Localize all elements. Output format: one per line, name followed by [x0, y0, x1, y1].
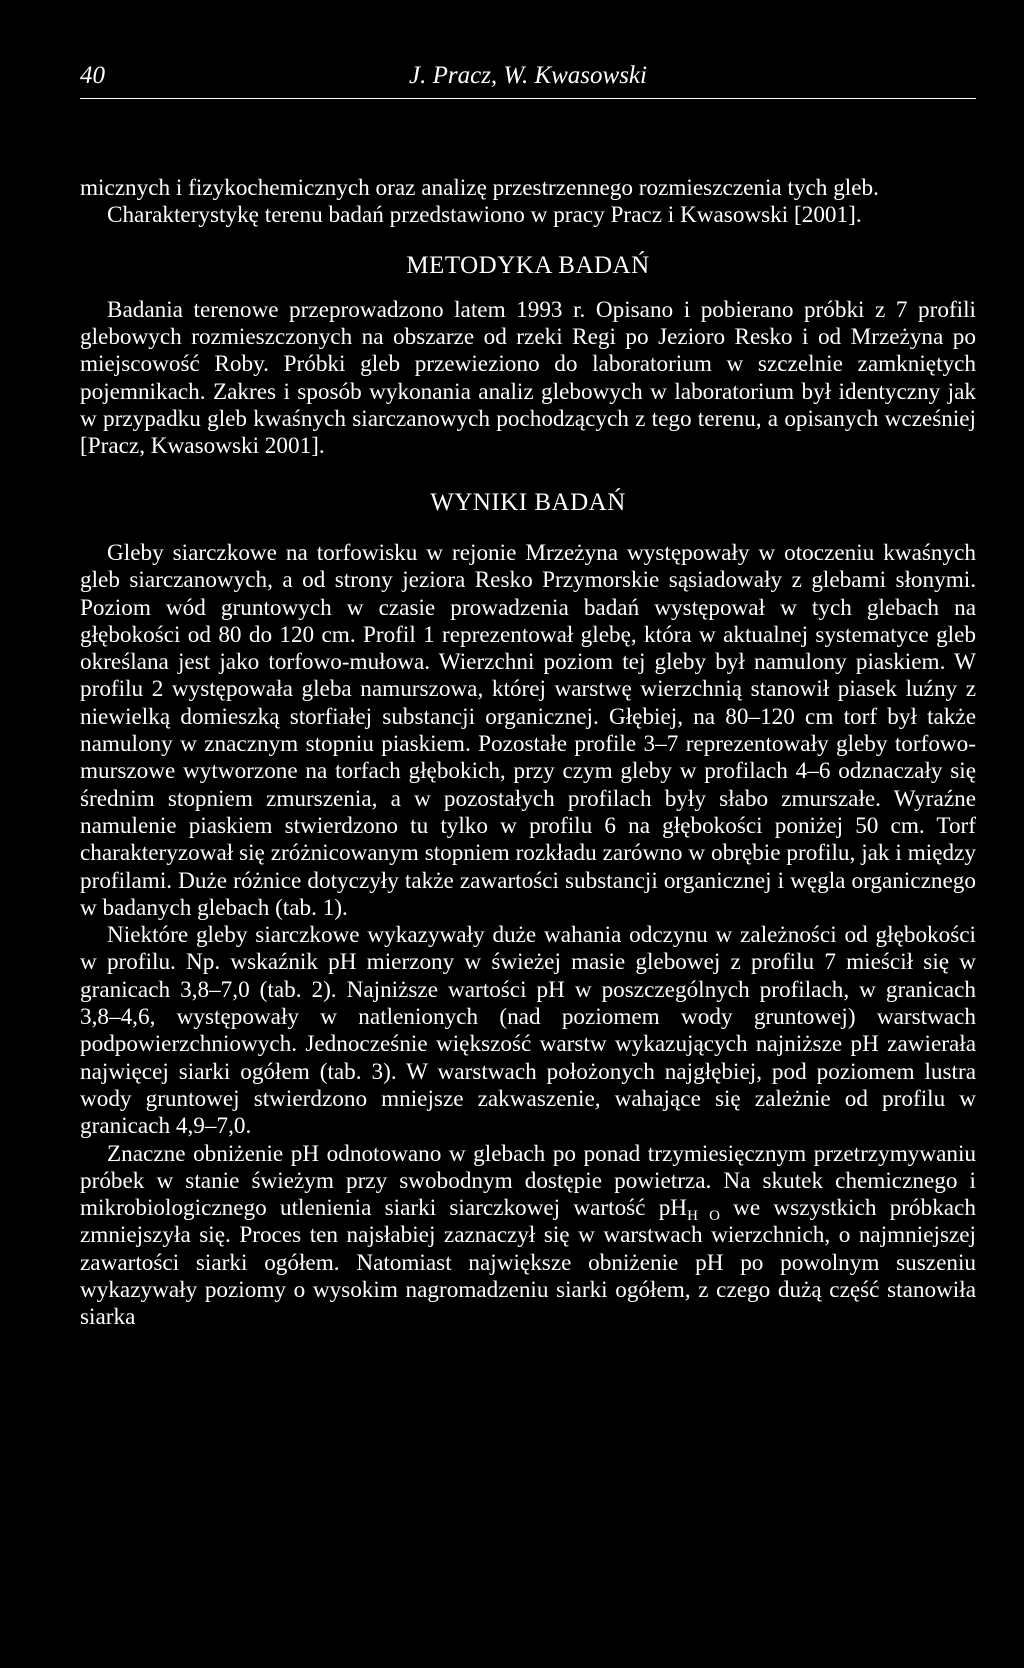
running-head-authors: J. Pracz, W. Kwasowski — [409, 62, 647, 89]
paragraph-results-3-end: we wszystkich próbkach zmniejszyła się. Proces ten najsłabiej zaznaczył się w warstwach wierzchnich, o najmniejszej zawartości siarki ogółem. Natomiast największe obniżenie pH po powolnym suszeniu wykazywały poziomy o wysokim nagromadzeniu siarki ogółem, z czego dużą część stanowiła siarka — [80, 1195, 976, 1331]
paragraph-results-3-start: Znaczne obniżenie pH odnotowano w glebach po ponad trzymiesięcznym przetrzymywaniu próbek w stanie świeżym przy swobodnym dostępie powietrza. Na skutek chemicznego i mikrobiologicznego utlenienia siarki siarczkowej wartość pH — [80, 1140, 976, 1222]
page-number: 40 — [80, 62, 105, 89]
section-heading-methods: METODYKA BADAŃ — [406, 251, 650, 279]
paragraph-results-3 — [80, 1141, 976, 1332]
article-body — [80, 175, 976, 1332]
page — [80, 60, 976, 1332]
section-heading-results: WYNIKI BADAŃ — [430, 488, 626, 516]
paragraph-intro-1: micznych i fizykochemicznych oraz analizę przestrzennego rozmieszczenia tych gleb. — [80, 175, 879, 201]
running-head — [80, 60, 976, 99]
ph-subscript: H O — [687, 1208, 720, 1225]
paragraph-intro-2: Charakterystykę terenu badań przedstawiono w pracy Pracz i Kwasowski [2001]. — [107, 202, 862, 229]
paragraph-methods-1: Badania terenowe przeprowadzono latem 1993 r. Opisano i pobierano próbki z 7 profili glebowych rozmieszczonych na obszarze od rzeki Regi po Jezioro Resko i od Mrzeżyna po miejscowość Roby. Próbki gleb przewieziono do laboratorium w szczelnie zamkniętych pojemnikach. Zakres i sposób wykonania analiz glebowych w laboratorium był identyczny jak w przypadku gleb kwaśnych siarczanowych pochodzących z tego terenu, a opisanych wcześniej [Pracz, Kwasowski 2001]. — [80, 296, 976, 460]
paragraph-results-2: Niektóre gleby siarczkowe wykazywały duże wahania odczynu w zależności od głębokości w profilu. Np. wskaźnik pH mierzony w świeżej masie glebowej z profilu 7 mieścił się w granicach 3,8–7,0 (tab. 2). Najniższe wartości pH w poszczególnych profilach, w granicach 3,8–4,6, występowały w natlenionych (nad poziomem wody gruntowej) warstwach podpowierzchniowych. Jednocześnie większość warstw wykazujących najniższe pH zawierała najwięcej siarki ogółem (tab. 3). W warstwach położonych najgłębiej, pod poziomem lustra wody gruntowej stwierdzono mniejsze zakwaszenie, wahające się zależnie od profilu w granicach 4,9–7,0. — [80, 922, 976, 1140]
paragraph-results-1: Gleby siarczkowe na torfowisku w rejonie Mrzeżyna występowały w otoczeniu kwaśnych gleb siarczanowych, a od strony jeziora Resko Przymorskie sąsiadowały z glebami słonymi. Poziom wód gruntowych w czasie prowadzenia badań występował w tych glebach na głębokości od 80 do 120 cm. Profil 1 reprezentował glebę, która w aktualnej systematyce gleb określana jest jako torfowo-mułowa. Wierzchni poziom tej gleby był namulony piaskiem. W profilu 2 występowała gleba namurszowa, której warstwę wierzchnią stanowił piasek luźny z niewielką domieszką storfiałej substancji organicznej. Głębiej, na 80–120 cm torf był także namulony w znacznym stopniu piaskiem. Pozostałe profile 3–7 reprezentowały gleby torfowo-murszowe wytworzone na torfach głębokich, przy czym gleby w profilach 4–6 odznaczały się średnim stopniem zmurszenia, a w pozostałych profilach były słabo zmurszałe. Wyraźne namulenie piaskiem stwierdzono tu tylko w profilu 6 na głębokości poniżej 50 cm. Torf charakteryzował się zróżnicowanym stopniem rozkładu zarówno w obrębie profilu, jak i między profilami. Duże różnice dotyczyły także zawartości substancji organicznej i węgla organicznego w badanych glebach (tab. 1). — [80, 539, 976, 921]
